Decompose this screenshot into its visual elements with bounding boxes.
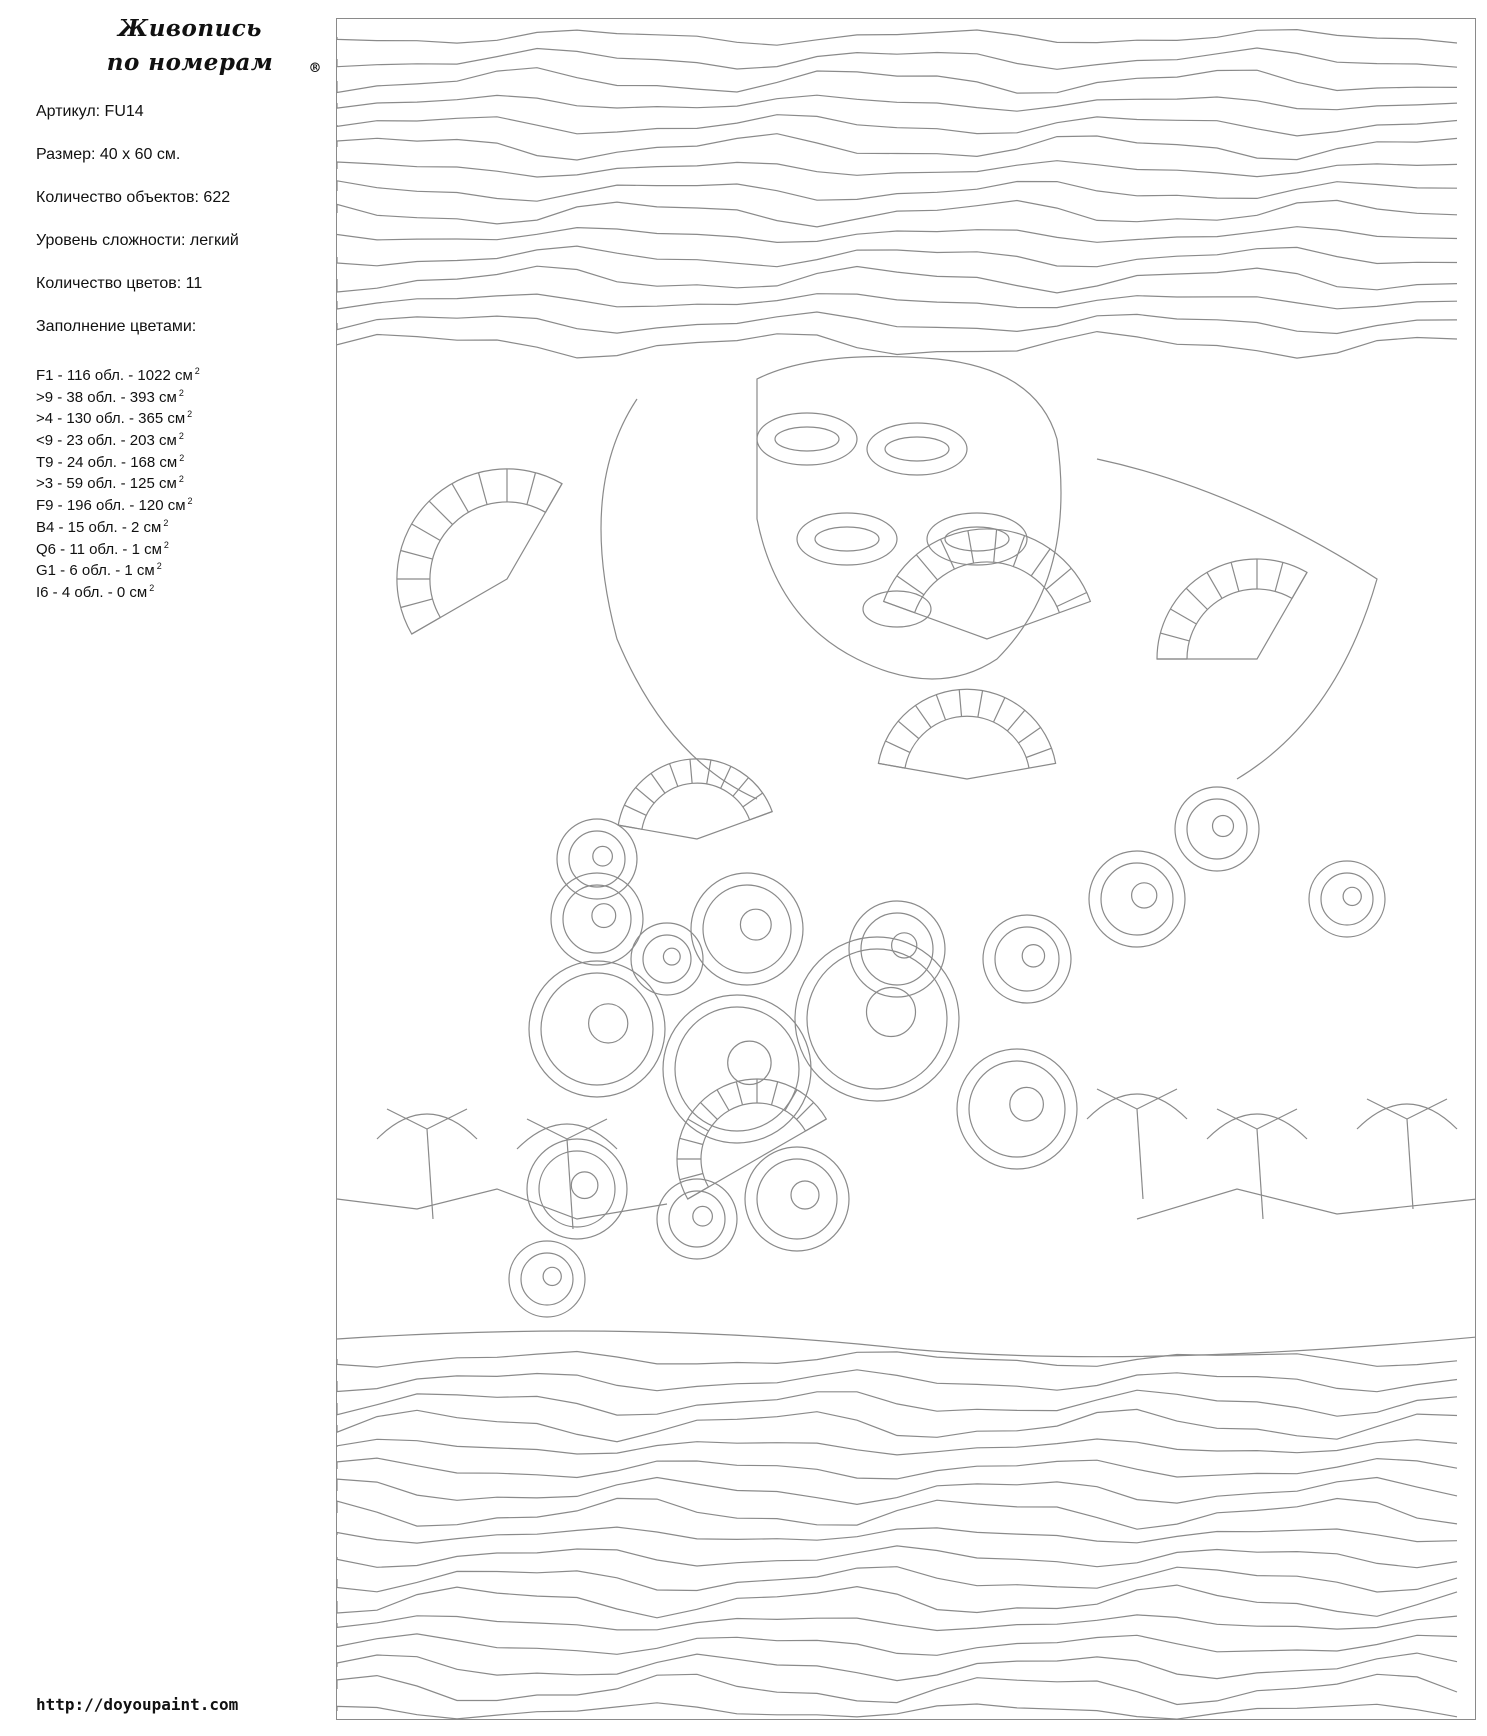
- fill-row: [36, 556, 200, 578]
- fill-row-text: I6 - 4 обл. - 0 см: [36, 583, 148, 601]
- fill-row-text: F9 - 196 обл. - 120 см: [36, 497, 186, 515]
- pattern-fan-ray: [700, 1102, 717, 1119]
- eye-circle-outer: [691, 873, 803, 985]
- pattern-fan-ray: [1031, 549, 1050, 576]
- goggle-lens: [867, 423, 967, 475]
- pattern-fan-ray: [1026, 748, 1051, 757]
- water-ripple-line: [337, 115, 1457, 136]
- water-ripple-line: [337, 95, 1457, 111]
- palm-trunk: [1257, 1129, 1263, 1219]
- pattern-fan: [618, 759, 772, 839]
- fill-row-text: Q6 - 11 обл. - 1 см: [36, 540, 162, 558]
- fill-title: Заполнение цветами:: [36, 318, 197, 335]
- fill-row-text: <9 - 23 обл. - 203 см: [36, 432, 177, 450]
- water-ripple-line: [337, 227, 1457, 243]
- face-outline: [757, 357, 1061, 680]
- water-ripple-line: [337, 1498, 1457, 1529]
- eye-pupil: [1010, 1087, 1044, 1121]
- eye-pupil: [728, 1041, 771, 1084]
- pattern-fan-ray: [1207, 572, 1222, 598]
- pattern-fan-ray: [1170, 609, 1196, 624]
- fill-row: [36, 535, 200, 557]
- water-ripple-line: [337, 312, 1457, 334]
- palm-trunk: [1407, 1119, 1413, 1209]
- eye-pupil: [740, 909, 771, 940]
- eye-pupil: [1343, 887, 1361, 905]
- pattern-fan-ray: [688, 1187, 709, 1199]
- pattern-fan-ray: [1275, 562, 1283, 591]
- pattern-fan: [884, 529, 1091, 639]
- water-ripple-line: [337, 1546, 1457, 1568]
- pattern-fan-ray: [772, 1082, 778, 1105]
- fill-row-unit-exponent: 2: [149, 582, 155, 593]
- pattern-fan-ray: [968, 531, 974, 564]
- pattern-fan: [1157, 559, 1307, 659]
- pattern-fan-ray: [797, 1102, 814, 1119]
- eye-circle: [703, 885, 791, 973]
- water-ripple-line: [337, 1390, 1457, 1416]
- pattern-fan-ray: [915, 705, 931, 727]
- fill-row: [36, 491, 200, 513]
- eye-circle-outer: [957, 1049, 1077, 1169]
- website-link[interactable]: http://doyoupaint.com: [36, 1695, 239, 1714]
- water-ripple-line: [337, 294, 1457, 309]
- pattern-fan-ray: [916, 555, 937, 580]
- pattern-fan-ray: [651, 774, 665, 794]
- water-ripple-line: [337, 1352, 1457, 1368]
- pattern-fan-ray: [527, 473, 536, 505]
- eye-circle: [521, 1253, 573, 1305]
- pattern-fan-ray: [412, 618, 441, 635]
- eye-circle: [569, 831, 625, 887]
- eye-circle: [969, 1061, 1065, 1157]
- eye-circle: [643, 935, 691, 983]
- goggle-lens-inner: [945, 527, 1009, 551]
- water-ripple-line: [337, 1439, 1457, 1455]
- water-ripple-line: [337, 1674, 1457, 1704]
- pattern-fan-ray: [1008, 710, 1025, 731]
- pattern-fan-ray: [690, 759, 692, 783]
- fill-row-unit-exponent: 2: [187, 496, 193, 507]
- fill-row-text: F1 - 116 обл. - 1022 см: [36, 367, 193, 384]
- pattern-fan-inner: [642, 783, 750, 829]
- eye-pupil: [693, 1206, 713, 1226]
- pattern-fan-ray: [1019, 727, 1041, 743]
- mouth-outline: [863, 591, 931, 627]
- goggle-lens-inner: [885, 437, 949, 461]
- product-info: [36, 102, 239, 360]
- water-ripple-line: [337, 1703, 1457, 1719]
- eye-circle-outer: [849, 901, 945, 997]
- eye-pupil: [571, 1172, 598, 1199]
- eye-circle: [541, 973, 653, 1085]
- eye-pupil: [589, 1004, 628, 1043]
- eye-circle: [669, 1191, 725, 1247]
- fill-row: [36, 426, 200, 448]
- water-ripple-line: [337, 1634, 1457, 1655]
- eye-circle: [675, 1007, 799, 1131]
- color-count: Количество цветов: 11: [36, 275, 203, 292]
- canvas-size: Размер: 40 х 60 см.: [36, 146, 181, 163]
- pattern-fan-ray: [1186, 588, 1207, 609]
- object-count: Количество объектов: 622: [36, 189, 231, 206]
- pattern-fan-ray: [884, 601, 915, 612]
- water-ripple-line: [337, 1458, 1457, 1479]
- pattern-fan-ray: [1013, 536, 1024, 567]
- fill-row-unit-exponent: 2: [178, 474, 184, 485]
- water-ripple-line: [337, 200, 1457, 227]
- fill-row-text: B4 - 15 обл. - 2 см: [36, 518, 162, 536]
- water-ripple-line: [337, 1527, 1457, 1543]
- pattern-fan-ray: [412, 524, 441, 541]
- fill-row-text: >3 - 59 обл. - 125 см: [36, 475, 177, 493]
- pattern-fan-ray: [479, 473, 488, 505]
- eye-circle: [757, 1159, 837, 1239]
- registered-mark: ®: [308, 61, 322, 76]
- pattern-fan-ray: [878, 763, 905, 768]
- pattern-fan-inner: [701, 1103, 806, 1187]
- brand-line-1: Живопись: [118, 15, 262, 42]
- eye-circle-outer: [663, 995, 811, 1143]
- goggle-lens: [797, 513, 897, 565]
- pattern-fan-ray: [688, 1119, 709, 1131]
- water-ripple-line: [337, 1585, 1457, 1618]
- pattern-fan-ray: [1160, 633, 1189, 641]
- fill-row: [36, 383, 200, 405]
- fill-row-unit-exponent: 2: [179, 452, 185, 463]
- fill-row: [36, 513, 200, 535]
- arm-outline: [601, 399, 1377, 799]
- pattern-fan-ray: [978, 690, 983, 717]
- eye-circle-outer: [983, 915, 1071, 1003]
- water-ripple-line: [337, 30, 1457, 46]
- fill-row-unit-exponent: 2: [187, 409, 193, 420]
- pattern-fan-ray: [717, 1090, 729, 1111]
- pattern-fan: [397, 469, 562, 634]
- legend-sidebar: [0, 0, 336, 1736]
- pattern-fan-ray: [785, 1090, 797, 1111]
- fill-row-unit-exponent: 2: [163, 517, 169, 528]
- pattern-fan-ray: [936, 694, 945, 719]
- water-ripple-line: [337, 246, 1457, 267]
- fill-row-unit-exponent: 2: [178, 387, 184, 398]
- eye-circle-outer: [745, 1147, 849, 1251]
- water-ripple-line: [337, 1653, 1457, 1681]
- pattern-fan-ray: [736, 1082, 742, 1105]
- goggle-lens-inner: [775, 427, 839, 451]
- eye-circle: [563, 885, 631, 953]
- fill-row: [36, 448, 200, 470]
- pattern-fan-ray: [636, 788, 654, 803]
- fill-row-text: T9 - 24 обл. - 168 см: [36, 453, 178, 471]
- pattern-fan-ray: [401, 599, 433, 608]
- pattern-fan-ray: [680, 1138, 703, 1144]
- water-ripple-line: [337, 1567, 1457, 1592]
- water-ripple-line: [337, 1615, 1457, 1631]
- outline-artwork: [337, 19, 1476, 1720]
- pattern-fan-ray: [959, 689, 961, 716]
- fill-row-unit-exponent: 2: [194, 366, 200, 376]
- brand-line-2: по номерам: [106, 49, 274, 76]
- pattern-fan-inner: [905, 716, 1029, 768]
- pattern-fan-inner: [915, 562, 1060, 613]
- water-ripple-line: [337, 1409, 1457, 1441]
- goggle-lens: [757, 413, 857, 465]
- eye-circle-outer: [1089, 851, 1185, 947]
- pattern-fan-ray: [452, 484, 469, 513]
- pattern-fan-ray: [721, 767, 731, 789]
- fill-row: [36, 361, 200, 383]
- eye-pupil: [1022, 945, 1044, 967]
- pattern-fan-ray: [750, 812, 773, 820]
- pattern-fan-ray: [625, 805, 647, 815]
- pattern-fan-ray: [994, 529, 997, 562]
- water-ripple-line: [337, 1370, 1457, 1392]
- fill-row-text: >4 - 130 обл. - 365 см: [36, 410, 186, 428]
- water-ripple-line: [337, 48, 1457, 69]
- color-fill-list: [36, 361, 200, 600]
- brand-logo: [70, 12, 322, 80]
- fill-row: [36, 469, 200, 491]
- eye-circle-outer: [795, 937, 959, 1101]
- eye-circle: [1187, 799, 1247, 859]
- eye-circle: [995, 927, 1059, 991]
- pattern-fan-ray: [806, 1119, 827, 1131]
- palm-trunk: [1137, 1109, 1143, 1199]
- pattern-fan-inner: [1187, 589, 1292, 659]
- water-ripple-line: [337, 332, 1457, 359]
- eye-circle: [539, 1151, 615, 1227]
- pattern-fan-ray: [1292, 572, 1307, 598]
- pattern-fan-ray: [670, 764, 678, 787]
- eye-circle: [1101, 863, 1173, 935]
- article-number: Артикул: FU14: [36, 103, 144, 120]
- pattern-fan-ray: [1231, 562, 1239, 591]
- fill-row-unit-exponent: 2: [178, 431, 184, 442]
- water-ripple-line: [337, 134, 1457, 160]
- eye-circle-outer: [631, 923, 703, 995]
- fill-row-text: G1 - 6 обл. - 1 см: [36, 562, 155, 580]
- eye-pupil: [663, 948, 680, 965]
- pattern-fan-ray: [898, 721, 919, 738]
- pattern-fan-ray: [994, 697, 1005, 722]
- pattern-fan-ray: [885, 741, 910, 752]
- eye-pupil: [1213, 816, 1234, 837]
- eye-pupil: [791, 1181, 819, 1209]
- eye-circle-outer: [527, 1139, 627, 1239]
- fill-row-unit-exponent: 2: [163, 539, 169, 550]
- eye-pupil: [543, 1267, 561, 1285]
- pattern-fan-ray: [743, 793, 763, 807]
- water-ripple-line: [337, 1478, 1457, 1505]
- difficulty-level: Уровень сложности: легкий: [36, 232, 239, 249]
- water-ripple-line: [337, 68, 1457, 93]
- goggle-lens-inner: [815, 527, 879, 551]
- fill-row: [36, 404, 200, 426]
- fill-row-text: >9 - 38 обл. - 393 см: [36, 388, 177, 406]
- fill-row-unit-exponent: 2: [156, 561, 162, 572]
- pattern-fan-ray: [546, 484, 563, 513]
- island-outline: [1137, 1189, 1476, 1219]
- pattern-fan-ray: [707, 760, 711, 784]
- water-ripple-line: [337, 181, 1457, 201]
- eye-circle-outer: [529, 961, 665, 1097]
- pattern-fan-ray: [401, 551, 433, 560]
- eye-pupil: [1132, 883, 1157, 908]
- eye-pupil: [592, 904, 616, 928]
- pattern-fan-ray: [429, 501, 452, 524]
- eye-pupil: [867, 988, 916, 1037]
- island-outline: [337, 1189, 667, 1219]
- coloring-canvas: [336, 18, 1476, 1720]
- water-ripple-line: [337, 266, 1457, 293]
- water-ripple-line: [337, 161, 1457, 177]
- eye-circle: [1321, 873, 1373, 925]
- fill-row: [36, 578, 200, 600]
- eye-pupil: [593, 846, 613, 866]
